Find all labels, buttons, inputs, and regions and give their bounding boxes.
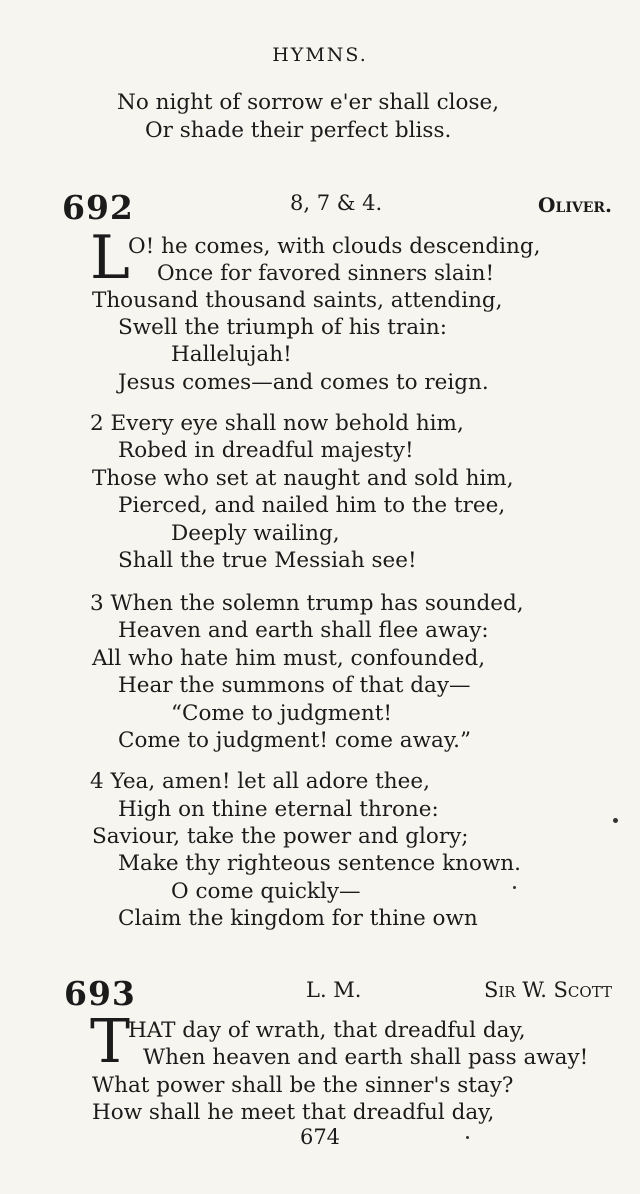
hymn-692-v4-line-2: High on thine eternal throne: — [118, 797, 439, 822]
ink-speck — [466, 1136, 469, 1139]
hymn-692-v2-line-2: Robed in dreadful majesty! — [118, 438, 414, 463]
prev-hymn-line-2: Or shade their perfect bliss. — [145, 118, 452, 143]
hymn-692-v3-line-3: All who hate him must, confounded, — [92, 646, 486, 671]
hymn-692-v3-line-1: 3 When the solemn trump has sounded, — [90, 591, 524, 616]
hymn-693-v1-line-4: How shall he meet that dreadful day, — [92, 1100, 495, 1125]
hymn-692-v2-line-1: 2 Every eye shall now behold him, — [90, 411, 464, 436]
hymn-693-v1-line-2: When heaven and earth shall pass away! — [143, 1045, 589, 1070]
page-number: 674 — [299, 1125, 341, 1149]
hymn-693-number: 693 — [64, 974, 136, 1013]
hymn-692-v2-line-6: Shall the true Messiah see! — [118, 548, 417, 573]
hymn-692-v4-line-4: Make thy righteous sentence known. — [118, 851, 521, 876]
ink-speck — [613, 818, 618, 823]
hymn-692-v4-line-3: Saviour, take the power and glory; — [92, 824, 469, 849]
hymn-693-v1-line-1: HAT day of wrath, that dreadful day, — [128, 1018, 526, 1043]
hymn-692-v4-line-1: 4 Yea, amen! let all adore thee, — [90, 769, 430, 794]
hymn-692-v1-line-1: O! he comes, with clouds descending, — [128, 234, 541, 259]
hymn-692-v4-line-6: Claim the kingdom for thine own — [118, 906, 478, 931]
hymn-692-drop-cap: L — [90, 223, 130, 293]
hymn-692-v2-line-4: Pierced, and nailed him to the tree, — [118, 493, 506, 518]
running-head: HYMNS. — [272, 44, 368, 66]
hymn-692-number: 692 — [62, 188, 134, 227]
hymn-692-meter: 8, 7 & 4. — [290, 191, 383, 215]
hymn-692-v1-line-4: Swell the triumph of his train: — [118, 315, 447, 340]
hymn-692-v3-line-2: Heaven and earth shall flee away: — [118, 618, 489, 643]
prev-hymn-line-1: No night of sorrow e'er shall close, — [117, 90, 500, 115]
hymn-692-tune: Oliver. — [538, 193, 612, 217]
ink-speck — [513, 886, 516, 889]
hymn-693-meter: L. M. — [306, 978, 362, 1002]
hymn-692-v1-line-3: Thousand thousand saints, attending, — [92, 288, 503, 313]
hymn-693-author: Sir W. Scott — [484, 978, 612, 1002]
hymn-692-v1-line-6: Jesus comes—and comes to reign. — [118, 370, 489, 395]
hymn-692-v3-line-5: “Come to judgment! — [171, 701, 393, 726]
hymn-692-v2-line-3: Those who set at naught and sold him, — [92, 466, 514, 491]
hymn-692-v3-line-6: Come to judgment! come away.” — [118, 728, 471, 753]
hymn-692-v4-line-5: O come quickly— — [171, 879, 361, 904]
hymn-692-v1-line-5: Hallelujah! — [171, 342, 292, 367]
hymn-692-v2-line-5: Deeply wailing, — [171, 521, 340, 546]
hymn-692-v1-line-2: Once for favored sinners slain! — [157, 261, 495, 286]
hymn-692-v3-line-4: Hear the summons of that day— — [118, 673, 471, 698]
hymn-693-v1-line-3: What power shall be the sinner's stay? — [92, 1073, 514, 1098]
hymn-693-drop-cap: T — [90, 1007, 131, 1077]
